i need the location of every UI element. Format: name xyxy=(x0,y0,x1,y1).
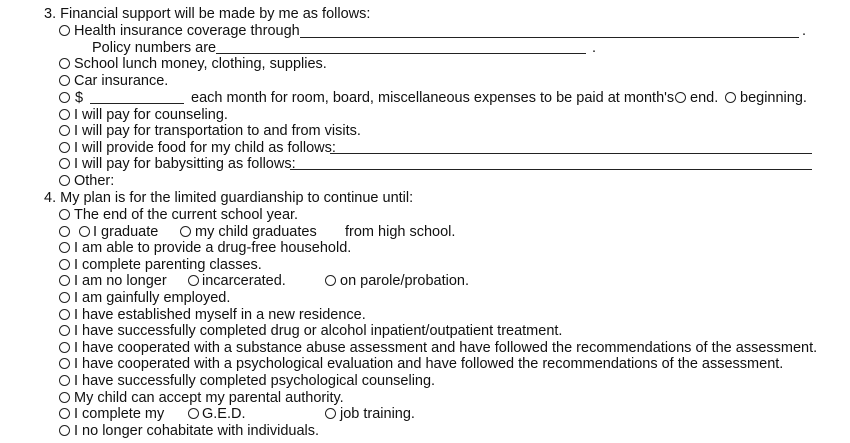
cohabitate-radio[interactable] xyxy=(59,425,70,436)
parental-authority-label: My child can accept my parental authority. xyxy=(74,390,344,406)
parole-label: on parole/probation. xyxy=(340,273,469,289)
counseling-radio[interactable] xyxy=(59,109,70,120)
incarcerated-label: incarcerated. xyxy=(202,273,286,289)
i-graduate-radio[interactable] xyxy=(79,226,90,237)
school-year-label: The end of the current school year. xyxy=(74,207,299,223)
i-graduate-label: I graduate xyxy=(93,224,159,240)
car-insurance-label: Car insurance. xyxy=(74,73,169,89)
health-insurance-radio[interactable] xyxy=(59,25,70,36)
health-insurance-provider-field[interactable] xyxy=(300,37,799,38)
other-radio[interactable] xyxy=(59,175,70,186)
school-year-radio[interactable] xyxy=(59,209,70,220)
babysitting-radio[interactable] xyxy=(59,158,70,169)
other-label: Other: xyxy=(74,173,115,189)
section-4-heading: 4. My plan is for the limited guardianship to continue until: xyxy=(44,190,414,206)
monthly-amount-field[interactable] xyxy=(90,103,184,104)
cohabitate-label: I no longer cohabitate with individuals. xyxy=(74,423,320,439)
month-end-radio[interactable] xyxy=(675,92,686,103)
ged-label: G.E.D. xyxy=(202,406,246,422)
parenting-classes-radio[interactable] xyxy=(59,259,70,270)
substance-assessment-label: I have cooperated with a substance abuse assessment and have followed the recommendations of the assessment. xyxy=(74,340,818,356)
counseling-label: I will pay for counseling. xyxy=(74,107,228,123)
policy-numbers-field[interactable] xyxy=(216,53,586,54)
babysitting-details-field[interactable] xyxy=(290,169,812,170)
food-details-field[interactable] xyxy=(330,153,812,154)
psych-evaluation-radio[interactable] xyxy=(59,358,70,369)
drug-free-radio[interactable] xyxy=(59,242,70,253)
no-longer-radio[interactable] xyxy=(59,275,70,286)
my-child-graduates-label: my child graduates xyxy=(195,224,317,240)
transportation-radio[interactable] xyxy=(59,125,70,136)
employed-radio[interactable] xyxy=(59,292,70,303)
complete-my-label: I complete my xyxy=(74,406,165,422)
residence-radio[interactable] xyxy=(59,309,70,320)
incarcerated-radio[interactable] xyxy=(188,275,199,286)
school-lunch-radio[interactable] xyxy=(59,58,70,69)
each-month-label: each month for room, board, miscellaneous expenses to be paid at month's xyxy=(191,90,675,106)
monthly-payment-radio[interactable] xyxy=(59,92,70,103)
graduation-radio[interactable] xyxy=(59,226,70,237)
health-insurance-label: Health insurance coverage through xyxy=(74,23,300,39)
babysitting-label: I will pay for babysitting as follows: xyxy=(74,156,296,172)
food-radio[interactable] xyxy=(59,142,70,153)
health-insurance-period: . xyxy=(802,23,807,39)
food-label: I will provide food for my child as follows: xyxy=(74,140,336,156)
transportation-label: I will pay for transportation to and from visits. xyxy=(74,123,361,139)
job-training-radio[interactable] xyxy=(325,408,336,419)
school-lunch-label: School lunch money, clothing, supplies. xyxy=(74,56,327,72)
treatment-label: I have successfully completed drug or alcohol inpatient/outpatient treatment. xyxy=(74,323,563,339)
employed-label: I am gainfully employed. xyxy=(74,290,231,306)
substance-assessment-radio[interactable] xyxy=(59,342,70,353)
month-end-label: end. xyxy=(690,90,719,106)
psych-evaluation-label: I have cooperated with a psychological evaluation and have followed the recommendations of the assessment. xyxy=(74,356,784,372)
residence-label: I have established myself in a new residence. xyxy=(74,307,366,323)
dollar-sign: $ xyxy=(75,90,84,106)
drug-free-label: I am able to provide a drug-free household. xyxy=(74,240,352,256)
job-training-label: job training. xyxy=(340,406,415,422)
parole-radio[interactable] xyxy=(325,275,336,286)
ged-radio[interactable] xyxy=(188,408,199,419)
psych-counseling-label: I have successfully completed psychological counseling. xyxy=(74,373,436,389)
policy-numbers-period: . xyxy=(592,40,597,56)
car-insurance-radio[interactable] xyxy=(59,75,70,86)
month-beginning-radio[interactable] xyxy=(725,92,736,103)
section-3-heading: 3. Financial support will be made by me as follows: xyxy=(44,6,371,22)
psych-counseling-radio[interactable] xyxy=(59,375,70,386)
no-longer-label: I am no longer xyxy=(74,273,167,289)
parenting-classes-label: I complete parenting classes. xyxy=(74,257,262,273)
month-beginning-label: beginning. xyxy=(740,90,807,106)
from-high-school-label: from high school. xyxy=(345,224,456,240)
parental-authority-radio[interactable] xyxy=(59,392,70,403)
policy-numbers-label: Policy numbers are xyxy=(92,40,217,56)
my-child-graduates-radio[interactable] xyxy=(180,226,191,237)
complete-my-radio[interactable] xyxy=(59,408,70,419)
treatment-radio[interactable] xyxy=(59,325,70,336)
